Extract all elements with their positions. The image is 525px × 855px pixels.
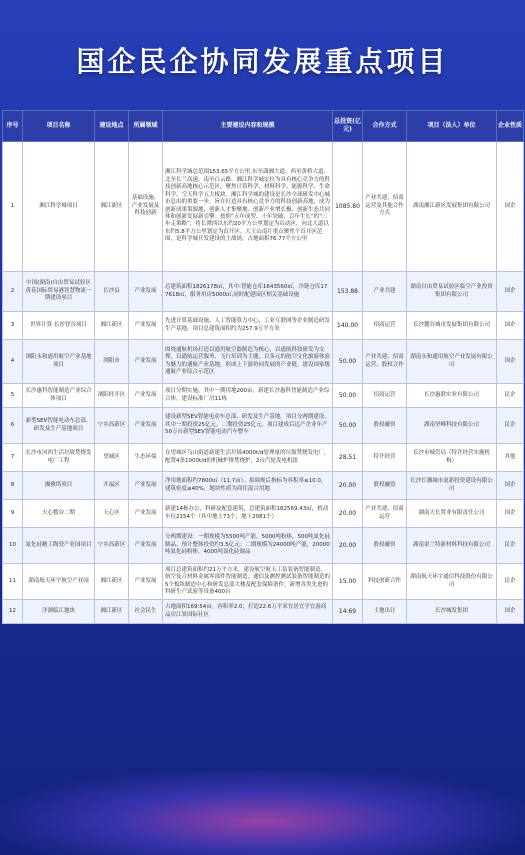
cell-location: 湘江新区 xyxy=(95,142,129,272)
cell-company: 长沙惠联实业有限公司 xyxy=(407,384,497,408)
cell-index: 8 xyxy=(3,472,23,500)
cell-location: 望城区 xyxy=(95,444,129,472)
cell-investment: 28.51 xyxy=(333,444,363,472)
cell-content: 净用地面积约7800㎡（11.7亩）。拟调规后指标为容积率≤10.0，建筑密度≤40%，地块性质为商住混合用地 xyxy=(163,472,333,500)
cell-cooperation: 股权融资 xyxy=(363,472,407,500)
header-nature: 企业性质 xyxy=(497,111,524,142)
cell-company: 长沙城发集团 xyxy=(407,600,497,624)
cell-location: 浏阳市 xyxy=(95,340,129,384)
decorative-glow xyxy=(0,770,525,855)
cell-nature: 国企 xyxy=(497,142,524,272)
table-header-row xyxy=(3,111,524,142)
cell-location: 宁乡高新区 xyxy=(95,528,129,564)
projects-table-container xyxy=(2,110,523,624)
projects-table xyxy=(2,110,524,624)
cell-nature: 国企 xyxy=(497,340,524,384)
cell-content: 新建14栋办公、科研及配套建筑，总建筑面积182569.43㎡，机动车位2154个（其中地上73个，地下2081个） xyxy=(163,500,333,528)
cell-index: 5 xyxy=(3,384,23,408)
cell-company: 长沙长湘城市更新投资建设有限公司 xyxy=(407,472,497,500)
cell-nature: 民企 xyxy=(497,564,524,600)
cell-location: 湘江新区 xyxy=(95,564,129,600)
cell-content: 在望城区乌山街道新建生活垃圾4000t/d处理量的垃圾焚烧发电厂，配置4条1000t/d的机械炉排焚烧炉，2台汽轮发电机组 xyxy=(163,444,333,472)
cell-nature: 国企 xyxy=(497,500,524,528)
cell-investment: 50.00 xyxy=(333,408,363,444)
cell-nature: 其他 xyxy=(497,444,524,472)
cell-nature: 国企 xyxy=(497,272,524,312)
cell-company: 长沙市城管局（特许经营实施机构） xyxy=(407,444,497,472)
cell-investment: 14.69 xyxy=(333,600,363,624)
cell-nature: 国企 xyxy=(497,312,524,340)
cell-field: 基础设施、产业发展及科技创新 xyxy=(129,142,163,272)
cell-content: 湘江科学城总范围153.65平方公里,东至潇湘大道、西至黄桥大道、北至长兰高速、南至白云路。湘江科学城定位为具有核心竞争力的科技创新高地核心示范区，聚焦计算科学、材料科学、能源科学、生命科学、空天科学五大板块。湘江科学城的建设是长沙全球研发中心城市总出的重要一步，旨在打造具有核心竞争力的科技创新高地，成为创新成果策源地、创新人才集聚地、创新产业增长极、创新生态共同体和创新发展新引擎。按照“五年成型、十年突破、百年生长”的“三步走策略”，将长潭西以东约20平方公里划定为启动区，向北大道以东约5.8平方公里划定为首开区。大王山南片重点聚焦个首开区范围，是科学城开发建设的主战场，占地面积76.77平方公里 xyxy=(163,142,333,272)
cell-project-name: 湘江科学城项目 xyxy=(23,142,95,272)
cell-index: 11 xyxy=(3,564,23,600)
cell-company: 湖南坚峰科技有限公司 xyxy=(407,408,497,444)
cell-project-name: 世界计算·长沙智谷项目 xyxy=(23,312,95,340)
cell-project-name: 长沙惠科智能制造产业综合体项目 xyxy=(23,384,95,408)
cell-investment: 20.00 xyxy=(333,500,363,528)
table-row xyxy=(3,142,524,272)
cell-content: 项目总建筑面积约21万平方米，建设航空航天工装装备智能制造、航空复合材料金属零部件智能制造、通信及测控测试装备智能制造的5个板块制造中心和研发总部大楼及配套保障条件，新增各类先进的科研生产试验等设备400台 xyxy=(163,564,333,600)
header-investment: 总投资(亿元) xyxy=(333,111,363,142)
cell-index: 7 xyxy=(3,444,23,472)
cell-investment: 15.00 xyxy=(333,564,363,600)
cell-company: 湖南永和通用航空产业发展有限公司 xyxy=(407,340,497,384)
cell-investment: 1085.80 xyxy=(333,142,363,272)
cell-location: 开福区 xyxy=(95,472,129,500)
page-title: 国企民企协同发展重点项目 xyxy=(76,45,449,78)
cell-index: 9 xyxy=(3,500,23,528)
table-row xyxy=(3,340,524,384)
cell-content: 占地面积169.54亩，容积率2.0，打造22.6万平米宜居宜学宜游商品房江景国际社区 xyxy=(163,600,333,624)
cell-project-name: 湘雅塔项目 xyxy=(23,472,95,500)
cell-location: 长沙县 xyxy=(95,272,129,312)
table-row xyxy=(3,384,524,408)
header-project-name: 项目名称 xyxy=(23,111,95,142)
cell-index: 12 xyxy=(3,600,23,624)
cell-project-name: 湖南航天环宇航空产业园 xyxy=(23,564,95,600)
header-field: 所属领域 xyxy=(129,111,163,142)
cell-investment: 140.00 xyxy=(333,312,363,340)
cell-cooperation: 特许经营 xyxy=(363,444,407,472)
cell-cooperation: 股权融资 xyxy=(363,528,407,564)
cell-company: 湖南航天环宇通信科技股份有限公司 xyxy=(407,564,497,600)
table-row xyxy=(3,444,524,472)
cell-cooperation: 产业共建 xyxy=(363,272,407,312)
cell-content: 分两期建设：一期规模为5500吨产能，5000吨粉体，500吨氮化硅制品。预计整体投资约3.5亿元；二期规模为24000吨产能，20000吨氮化硅粉体，4000吨氮化硅制品 xyxy=(163,528,333,564)
cell-company: 湖南天长置业有限责任公司 xyxy=(407,500,497,528)
cell-index: 1 xyxy=(3,142,23,272)
cell-content: 围绕通航机场打造以通用航空器制造为核心，以通航科技研发为支撑，以通航运营服务、飞行培训为主题，以多元的航空文化旅游体验为魅力的通航产业基地，形成上下游协同发展的产业链，建设国家级通航产业综合示范区 xyxy=(163,340,333,384)
cell-nature: 民企 xyxy=(497,408,524,444)
table-row xyxy=(3,564,524,600)
cell-field: 产业发展 xyxy=(129,500,163,528)
cell-project-name: 洋湖临江地块 xyxy=(23,600,95,624)
cell-investment: 50.00 xyxy=(333,340,363,384)
cell-company: 长沙麓谷城市发展集团有限公司 xyxy=(407,312,497,340)
cell-nature: 国企 xyxy=(497,600,524,624)
cell-project-name: 长沙市河西生活垃圾焚烧发电厂工程 xyxy=(23,444,95,472)
cell-index: 2 xyxy=(3,272,23,312)
cell-content: 项目分期实施，其中一期用地200亩，新建长沙惠科智能制造产业综合体，建设标准厂房11栋 xyxy=(163,384,333,408)
cell-location: 宁乡高新区 xyxy=(95,408,129,444)
cell-cooperation: 科技创新合作 xyxy=(363,564,407,600)
cell-company: 湖南诺兰特新材料科技有限公司 xyxy=(407,528,497,564)
cell-index: 10 xyxy=(3,528,23,564)
cell-cooperation: 股权融资 xyxy=(363,408,407,444)
cell-location: 湘江新区 xyxy=(95,600,129,624)
cell-content: 先进计算基础设施、人工智能算力中心、工业互联网等企业制造研发生产基地，项目总建筑面积约为257.9万平方米 xyxy=(163,312,333,340)
cell-company: 湖南自由贸易试验区临空产业投资集团有限公司 xyxy=(407,272,497,312)
cell-project-name: 浏阳永和通用航空产业基地项目 xyxy=(23,340,95,384)
cell-field: 产业发展 xyxy=(129,408,163,444)
cell-index: 6 xyxy=(3,408,23,444)
cell-field: 产业发展 xyxy=(129,272,163,312)
cell-cooperation: 产业共建、招商运营及其他合作方式 xyxy=(363,142,407,272)
cell-project-name: 新型SEV智能电动车总部、研发及生产基地项目 xyxy=(23,408,95,444)
cell-field: 产业发展 xyxy=(129,384,163,408)
cell-field: 产业发展 xyxy=(129,564,163,600)
cell-cooperation: 招商运营 xyxy=(363,312,407,340)
cell-index: 3 xyxy=(3,312,23,340)
header-cooperation: 合作方式 xyxy=(363,111,407,142)
cell-field: 生态环保 xyxy=(129,444,163,472)
cell-field: 产业发展 xyxy=(129,312,163,340)
cell-location: 湘江新区 xyxy=(95,312,129,340)
cell-field: 产业发展 xyxy=(129,340,163,384)
cell-cooperation: 产业共建、招商运营、股权合作 xyxy=(363,340,407,384)
table-row xyxy=(3,312,524,340)
cell-investment: 153.88 xyxy=(333,272,363,312)
table-row xyxy=(3,500,524,528)
cell-content: 总建筑面积1826178㎡，其中:智能仓库1643560㎡，冷链仓库177618㎡，服务用房5000㎡,同时配建园区相关基础设施 xyxy=(163,272,333,312)
cell-investment: 20.00 xyxy=(333,528,363,564)
cell-content: 建设新型SEV智能电动车总部、研发及生产基地。项目分两期建设，其中一期投资25亿元，二期投资25亿元。项目建成后达产企业年产50万台新型SEV智能电动汽车整车 xyxy=(163,408,333,444)
header-index: 序号 xyxy=(3,111,23,142)
table-row xyxy=(3,408,524,444)
cell-project-name: 中国(湖南)自由贸易试验区黄花国际贸易港智慧物流一期建设项目 xyxy=(23,272,95,312)
cell-location: 天心区 xyxy=(95,500,129,528)
cell-cooperation: 招商运营 xyxy=(363,384,407,408)
header-location: 建设地点 xyxy=(95,111,129,142)
header-company: 项目（法人）单位 xyxy=(407,111,497,142)
cell-field: 产业发展 xyxy=(129,472,163,500)
cell-location: 浏阳经开区 xyxy=(95,384,129,408)
cell-project-name: 氮化硅精工陶瓷产业园项目 xyxy=(23,528,95,564)
cell-cooperation: 产业共建、招商运营 xyxy=(363,500,407,528)
table-row xyxy=(3,600,524,624)
cell-company: 湖南湘江新区发展集团有限公司 xyxy=(407,142,497,272)
table-row xyxy=(3,272,524,312)
table-row xyxy=(3,528,524,564)
cell-field: 社会民生 xyxy=(129,600,163,624)
header-content: 主要建设内容和规模 xyxy=(163,111,333,142)
cell-cooperation: 土地出让 xyxy=(363,600,407,624)
cell-investment: 20.00 xyxy=(333,472,363,500)
cell-index: 4 xyxy=(3,340,23,384)
cell-field: 产业发展 xyxy=(129,528,163,564)
cell-nature: 民企 xyxy=(497,384,524,408)
table-row xyxy=(3,472,524,500)
cell-investment: 50.00 xyxy=(333,384,363,408)
cell-nature: 国企 xyxy=(497,472,524,500)
cell-project-name: 天心数谷二期 xyxy=(23,500,95,528)
cell-nature: 民企 xyxy=(497,528,524,564)
